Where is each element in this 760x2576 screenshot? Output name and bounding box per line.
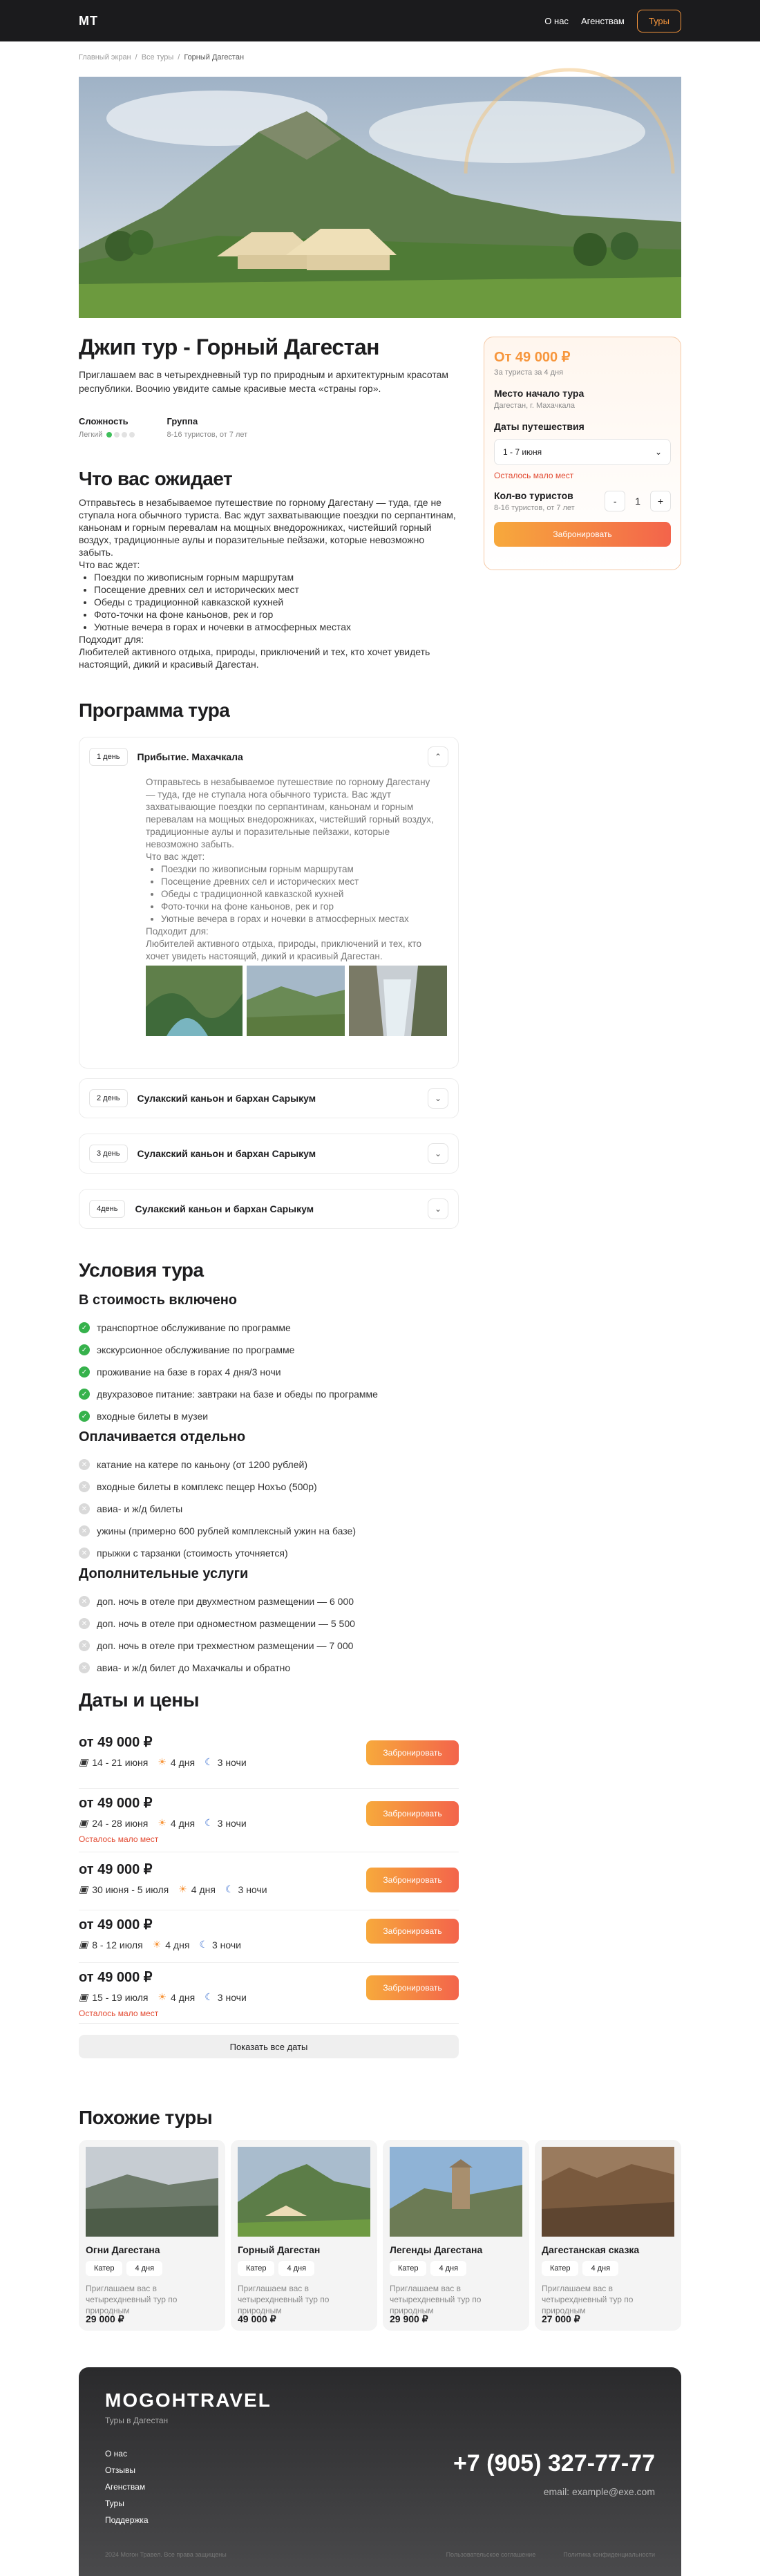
difficulty-dot <box>114 432 120 438</box>
breadcrumb-separator: / <box>135 53 137 62</box>
extra-item: авиа- и ж/д билеты <box>97 1503 183 1514</box>
sun-icon: ☀ <box>178 1883 187 1895</box>
footer-email[interactable]: email: example@exe.com <box>543 2486 655 2497</box>
extra-heading: Оплачивается отдельно <box>79 1429 246 1445</box>
tour-card[interactable] <box>383 2140 529 2331</box>
list-item: • Фото-точки на фоне каньонов, рек и гор <box>161 901 437 913</box>
tour-title: Джип тур - Горный Дагестан <box>79 335 379 359</box>
tour-card-chip: 4 дня <box>582 2261 618 2276</box>
footer-tagline: Туры в Дагестан <box>105 2416 169 2425</box>
difficulty-dot <box>122 432 127 438</box>
calendar-icon: ▣ <box>79 1991 88 2002</box>
site-logo[interactable]: MT <box>79 13 98 28</box>
footer-phone[interactable]: +7 (905) 327-77-77 <box>453 2450 655 2476</box>
cross-icon: ✕ <box>79 1503 90 1514</box>
day-photos <box>146 966 437 1036</box>
dates-label: Даты путешествия <box>494 421 585 432</box>
plus-button[interactable]: + <box>650 491 671 511</box>
site-footer <box>79 2367 681 2576</box>
date-range: 24 - 28 июня <box>92 1817 149 1829</box>
cross-icon: ✕ <box>79 1596 90 1607</box>
dates-heading: Даты и цены <box>79 1689 200 1711</box>
date-price: от 49 000 ₽ <box>79 1917 153 1933</box>
tour-card-price: 29 900 ₽ <box>390 2313 428 2324</box>
program-heading: Программа тура <box>79 699 230 721</box>
day-waits-label: Что вас ждет: <box>146 852 205 862</box>
book-date-button[interactable]: Забронировать <box>366 1868 459 1892</box>
expect-paragraph: Отправьтесь в незабываемое путешествие по горному Дагестану — туда, где не ступала нога обычного туриста. Вас ждут захватывающие поездки по серпантинам, каньонам и горным перевалам на мощных внедорожниках, чистейший горный воздух, традиционные аулы и поразительные пейзажи, которые невозможно забыть. <box>79 497 456 558</box>
terms-link[interactable]: Пользовательское соглашение <box>446 2551 536 2558</box>
tour-card-price: 49 000 ₽ <box>238 2313 276 2324</box>
difficulty-dots <box>106 432 135 438</box>
services-section <box>79 1566 466 1679</box>
included-item: экскурсионное обслуживание по программе <box>97 1344 295 1355</box>
date-days: 4 дня <box>171 1991 196 2003</box>
day-body <box>79 776 458 1036</box>
breadcrumb-all-tours[interactable]: Все туры <box>141 53 174 62</box>
tour-card-image <box>86 2147 218 2237</box>
quantity-row <box>494 490 671 512</box>
dates-select-value: 1 - 7 июня <box>503 447 542 457</box>
footer-logo[interactable]: MOGOHTRAVEL <box>105 2389 272 2411</box>
day-badge: 3 день <box>89 1145 128 1163</box>
date-row <box>79 1733 459 1789</box>
extra-item: прыжки с тарзанки (стоимость уточняется) <box>97 1548 288 1559</box>
sun-icon: ☀ <box>152 1939 162 1950</box>
date-nights: 3 ночи <box>238 1883 267 1895</box>
footer-link-about[interactable]: О нас <box>105 2449 127 2459</box>
program-day-4[interactable] <box>79 1189 459 1229</box>
moon-icon: ☾ <box>205 1991 213 2002</box>
day-badge: 2 день <box>89 1089 128 1107</box>
date-days: 4 дня <box>165 1939 190 1950</box>
book-date-button[interactable]: Забронировать <box>366 1801 459 1826</box>
check-icon: ✓ <box>79 1322 90 1333</box>
service-item: доп. ночь в отеле при двухместном размещении — 6 000 <box>97 1596 354 1607</box>
date-row <box>79 1852 459 1910</box>
breadcrumb-current: Горный Дагестан <box>184 53 245 62</box>
day-photo[interactable] <box>247 966 345 1036</box>
sun-icon: ☀ <box>158 1756 167 1767</box>
list-item: • Обеды с традиционной кавказской кухней <box>94 596 459 608</box>
service-item: доп. ночь в отеле при трехместном размещении — 7 000 <box>97 1640 354 1651</box>
qty-note: 8-16 туристов, от 7 лет <box>494 504 575 512</box>
tour-card-name: Огни Дагестана <box>86 2244 160 2255</box>
expect-heading: Что вас ожидает <box>79 468 233 489</box>
tour-card-desc: Приглашаем вас в четырехдневный тур по природным <box>542 2284 634 2315</box>
included-item: входные билеты в музеи <box>97 1411 209 1422</box>
date-range: ▣ 14 - 21 июня <box>79 1756 149 1768</box>
included-item: проживание на базе в горах 4 дня/3 ночи <box>97 1366 281 1378</box>
tour-card-chip: Катер <box>542 2261 578 2276</box>
booking-price-note: За туриста за 4 дня <box>494 368 564 377</box>
cross-icon: ✕ <box>79 1459 90 1470</box>
tour-card-image <box>542 2147 674 2237</box>
services-heading: Дополнительные услуги <box>79 1566 249 1581</box>
quantity-stepper <box>605 491 671 511</box>
date-warning: Осталось мало мест <box>79 2009 159 2018</box>
chevron-down-icon[interactable]: ⌄ <box>428 1088 448 1109</box>
included-section <box>79 1292 466 1427</box>
quantity-value: 1 <box>635 496 640 507</box>
date-days: 4 дня <box>170 1817 196 1829</box>
tour-intro: Приглашаем вас в четырехдневный тур по природным и архитектурным красотам республики. Воочию увидите самые красивые места «страны гор». <box>79 369 449 394</box>
check-icon: ✓ <box>79 1411 90 1422</box>
dates-select[interactable] <box>494 439 671 465</box>
day-photo[interactable] <box>349 966 447 1036</box>
date-row <box>79 1789 459 1852</box>
minus-button[interactable]: - <box>605 491 625 511</box>
footer-link-support[interactable]: Поддержка <box>105 2515 149 2525</box>
expect-section <box>79 496 459 670</box>
booking-warning: Осталось мало мест <box>494 471 574 480</box>
date-price: от 49 000 ₽ <box>79 1862 153 1877</box>
conditions-heading: Условия тура <box>79 1259 204 1281</box>
tour-card-price: 27 000 ₽ <box>542 2313 580 2324</box>
tour-card-chip: 4 дня <box>430 2261 466 2276</box>
day-header[interactable] <box>79 737 458 776</box>
qty-label: Кол-во туристов <box>494 490 573 501</box>
chevron-up-icon[interactable]: ⌃ <box>428 746 448 767</box>
tour-card-price: 29 000 ₽ <box>86 2313 124 2324</box>
tour-card-image <box>238 2147 370 2237</box>
extra-item: входные билеты в комплекс пещер Нохъо (500р) <box>97 1481 317 1492</box>
tour-card-desc: Приглашаем вас в четырехдневный тур по природным <box>86 2284 178 2315</box>
day-title: Сулакский каньон и бархан Сарыкум <box>137 1093 316 1104</box>
tour-card-name: Дагестанская сказка <box>542 2244 640 2255</box>
tour-card-chip: Катер <box>238 2261 274 2276</box>
tour-card[interactable] <box>535 2140 681 2331</box>
footer-bottom <box>105 2551 655 2558</box>
list-item: • Уютные вечера в горах и ночевки в атмосферных местах <box>94 621 459 633</box>
date-price: от 49 000 ₽ <box>79 1796 153 1811</box>
expect-waits-label: Что вас ждет: <box>79 559 140 570</box>
tour-card[interactable] <box>79 2140 225 2331</box>
extra-item: катание на катере по каньону (от 1200 рублей) <box>97 1459 307 1470</box>
list-item: • Поездки по живописным горным маршрутам <box>161 863 437 876</box>
date-range: 8 - 12 июля <box>92 1939 143 1950</box>
included-heading: В стоимость включено <box>79 1292 238 1308</box>
date-nights: 3 ночи <box>217 1991 247 2003</box>
date-range: 15 - 19 июля <box>92 1991 149 2003</box>
group-value: 8-16 туристов, от 7 лет <box>167 431 248 439</box>
program-day-1 <box>79 737 459 1069</box>
start-label: Место начало тура <box>494 388 585 399</box>
expect-list <box>94 571 459 633</box>
tour-card-image <box>390 2147 522 2237</box>
moon-icon: ☾ <box>205 1817 213 1828</box>
sun-icon: ☀ <box>158 1991 167 2002</box>
service-item: авиа- и ж/д билет до Махачкалы и обратно <box>97 1662 291 1673</box>
privacy-link[interactable]: Политика конфиденциальности <box>563 2551 655 2558</box>
chevron-down-icon[interactable]: ⌄ <box>428 1198 448 1219</box>
moon-icon: ☾ <box>205 1756 213 1767</box>
booking-price: От 49 000 ₽ <box>494 350 571 365</box>
footer-link-tours[interactable]: Туры <box>105 2499 124 2508</box>
date-nights: 3 ночи <box>211 1939 241 1950</box>
top-nav <box>544 10 681 32</box>
cross-icon: ✕ <box>79 1640 90 1651</box>
expect-suits-label: Подходит для: <box>79 634 144 645</box>
date-price: от 49 000 ₽ <box>79 1735 153 1750</box>
top-navbar <box>0 0 760 41</box>
hero-image <box>79 77 681 318</box>
chevron-down-icon[interactable]: ⌄ <box>428 1143 448 1164</box>
list-item: • Уютные вечера в горах и ночевки в атмосферных местах <box>161 913 437 925</box>
date-days: 4 дня <box>191 1883 216 1895</box>
day-photo[interactable] <box>146 966 243 1036</box>
day-title: Прибытие. Махачкала <box>137 751 243 762</box>
difficulty-label: Сложность <box>79 416 129 426</box>
program-day-2[interactable] <box>79 1078 459 1118</box>
chevron-down-icon: ⌄ <box>654 447 662 457</box>
book-date-button[interactable]: Забронировать <box>366 1919 459 1944</box>
group-fact <box>167 416 247 439</box>
calendar-icon: ▣ <box>79 1883 88 1895</box>
date-range: 30 июня - 5 июля <box>92 1883 169 1895</box>
date-row <box>79 1910 459 1963</box>
day-title: Сулакский каньон и бархан Сарыкум <box>135 1203 314 1214</box>
copyright: 2024 Могон Травел. Все права защищены <box>105 2551 227 2558</box>
tour-card-name: Горный Дагестан <box>238 2244 321 2255</box>
moon-icon: ☾ <box>225 1883 234 1895</box>
tour-card-name: Легенды Дагестана <box>390 2244 483 2255</box>
moon-icon: ☾ <box>199 1939 208 1950</box>
nav-link-agencies[interactable]: Агенствам <box>580 15 625 26</box>
tour-card-desc: Приглашаем вас в четырехдневный тур по природным <box>238 2284 330 2315</box>
day-suits-label: Подходит для: <box>146 926 209 937</box>
booking-card <box>484 337 681 570</box>
tour-facts <box>79 416 247 439</box>
book-date-button[interactable]: Забронировать <box>366 1975 459 2000</box>
tour-card-desc: Приглашаем вас в четырехдневный тур по природным <box>390 2284 482 2315</box>
included-item: транспортное обслуживание по программе <box>97 1322 291 1333</box>
tour-card-chip: 4 дня <box>126 2261 162 2276</box>
footer-link-reviews[interactable]: Отзывы <box>105 2465 135 2475</box>
difficulty-dot <box>106 432 112 438</box>
day-title: Сулакский каньон и бархан Сарыкум <box>137 1148 316 1159</box>
program-day-3[interactable] <box>79 1134 459 1174</box>
cross-icon: ✕ <box>79 1525 90 1536</box>
date-nights: 3 ночи <box>217 1817 247 1829</box>
date-days: 4 дня <box>170 1756 196 1768</box>
list-item: • Посещение древних сел и исторических мест <box>94 583 459 596</box>
tour-card-chip: Катер <box>390 2261 426 2276</box>
extra-item: ужины (примерно 600 рублей комплексный ужин на базе) <box>97 1525 356 1536</box>
calendar-icon: ▣ <box>79 1939 88 1950</box>
book-button[interactable]: Забронировать <box>494 522 671 547</box>
breadcrumb-separator: / <box>178 53 180 62</box>
check-icon: ✓ <box>79 1389 90 1400</box>
nav-link-about[interactable]: О нас <box>544 15 569 26</box>
list-item: • Обеды с традиционной кавказской кухней <box>161 888 437 901</box>
breadcrumb-home[interactable]: Главный экран <box>79 53 131 62</box>
cross-icon: ✕ <box>79 1481 90 1492</box>
day-suits-text: Любителей активного отдыха, природы, приключений и тех, кто хочет увидеть настоящий, дикий и красивый Дагестан. <box>146 939 421 961</box>
difficulty-value: Легкий <box>79 431 103 439</box>
tours-button[interactable]: Туры <box>637 10 681 32</box>
extra-section <box>79 1429 466 1564</box>
list-item: • Поездки по живописным горным маршрутам <box>94 571 459 583</box>
included-item: двухразовое питание: завтраки на базе и обеды по программе <box>97 1389 378 1400</box>
date-warning: Осталось мало мест <box>79 1834 159 1844</box>
show-all-dates-button[interactable]: Показать все даты <box>79 2035 459 2058</box>
tour-card-chip: Катер <box>86 2261 122 2276</box>
breadcrumb <box>79 53 244 62</box>
day-badge: 1 день <box>89 748 128 766</box>
expect-suits-text: Любителей активного отдыха, природы, приключений и тех, кто хочет увидеть настоящий, дикий и красивый Дагестан. <box>79 646 430 670</box>
cross-icon: ✕ <box>79 1662 90 1673</box>
date-nights: 3 ночи <box>217 1756 247 1768</box>
cross-icon: ✕ <box>79 1618 90 1629</box>
check-icon: ✓ <box>79 1366 90 1378</box>
day-paragraph: Отправьтесь в незабываемое путешествие по горному Дагестану — туда, где не ступала нога обычного туриста. Вас ждут захватывающие поездки по серпантинам, каньонам и горным перевалам на мощных внедорожниках, чистейший горный воздух, традиционные аулы и поразительные пейзажи, которые невозможно забыть. <box>146 777 434 849</box>
check-icon: ✓ <box>79 1344 90 1355</box>
start-value: Дагестан, г. Махачкала <box>494 402 576 410</box>
sun-icon: ☀ <box>158 1817 167 1828</box>
book-date-button[interactable]: Забронировать <box>366 1740 459 1765</box>
tour-card-chip: 4 дня <box>278 2261 314 2276</box>
footer-link-agencies[interactable]: Агенствам <box>105 2482 146 2492</box>
difficulty-fact <box>79 416 135 439</box>
calendar-icon: ▣ <box>79 1817 88 1828</box>
date-row <box>79 1963 459 2024</box>
similar-heading: Похожие туры <box>79 2107 213 2128</box>
tour-card[interactable] <box>231 2140 377 2331</box>
cross-icon: ✕ <box>79 1548 90 1559</box>
day-badge: 4день <box>89 1200 125 1218</box>
group-label: Группа <box>167 416 198 426</box>
date-price: от 49 000 ₽ <box>79 1970 153 1985</box>
list-item: • Фото-точки на фоне каньонов, рек и гор <box>94 608 459 621</box>
list-item: • Посещение древних сел и исторических мест <box>161 876 437 888</box>
difficulty-dot <box>129 432 135 438</box>
calendar-icon: ▣ <box>79 1756 88 1767</box>
service-item: доп. ночь в отеле при одноместном размещении — 5 500 <box>97 1618 355 1629</box>
